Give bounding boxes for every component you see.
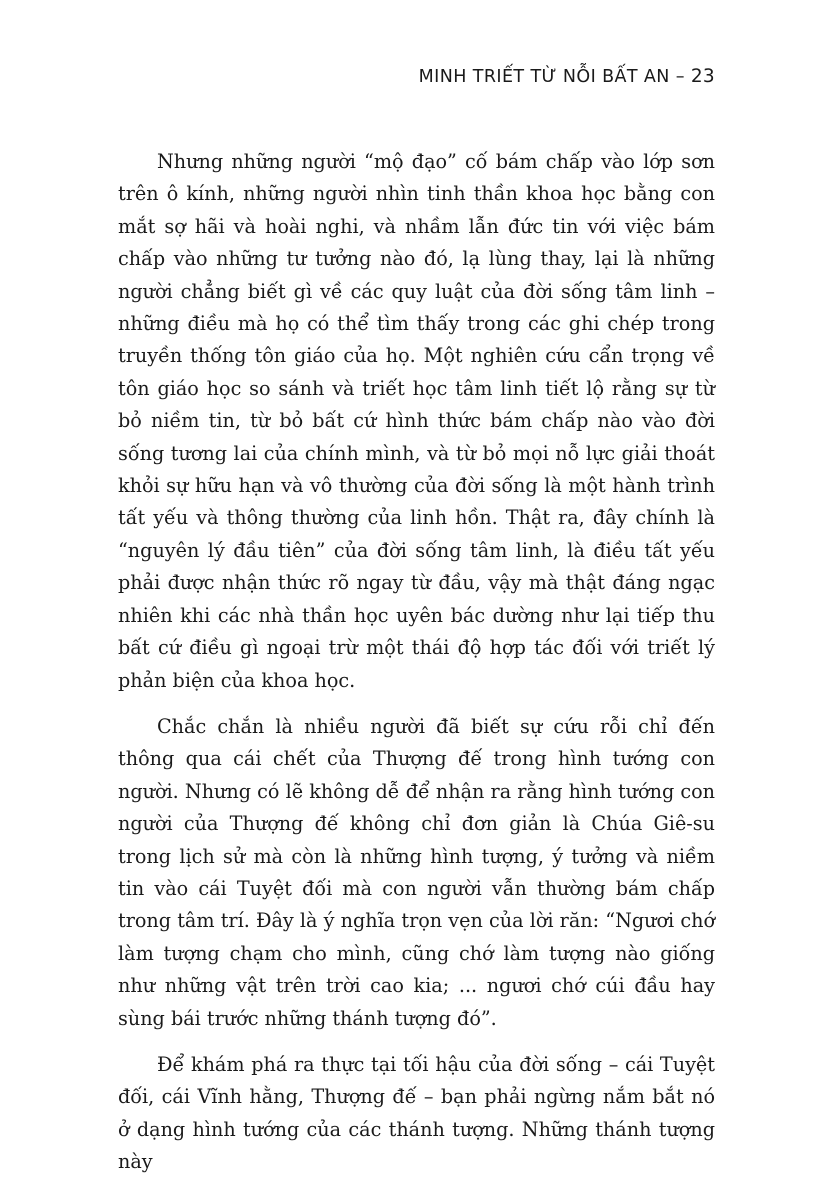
paragraph-3: Để khám phá ra thực tại tối hậu của đời sống – cái Tuyệt đối, cái Vĩnh hằng, Thượng đế – bạn phải ngừng nắm bắt nó ở dạng hình tướng của các thánh tượng. Những thánh tượng này: [118, 1052, 715, 1174]
paragraph-1: Nhưng những người “mộ đạo” cố bám chấp vào lớp sơn trên ô kính, những người nhìn tinh thần khoa học bằng con mắt sợ hãi và hoài nghi, và nhầm lẫn đức tin với việc bám chấp vào những tư tưởng nào đó, lạ lùng thay, lại là những người chẳng biết gì về các quy luật của đời sống tâm linh – những điều mà họ có thể tìm thấy trong các ghi chép trong truyền thống tôn giáo của họ. Một nghiên cứu cẩn trọng về tôn giáo học so sánh và triết học tâm linh tiết lộ rằng sự từ bỏ niềm tin, từ bỏ bất cứ hình thức bám chấp nào vào đời sống tương lai của chính mình, và từ bỏ mọi nỗ lực giải thoát khỏi sự hữu hạn và vô thường của đời sống là một hành trình tất yếu và thông thường của linh hồn. Thật ra, đây chính là “nguyên lý đầu tiên” của đời sống tâm linh, là điều tất yếu phải được nhận thức rõ ngay từ đầu, vậy mà thật đáng ngạc nhiên khi các nhà thần học uyên bác dường như lại tiếp thu bất cứ điều gì ngoại trừ một thái độ hợp tác đối với triết lý phản biện của khoa học.: [118, 150, 715, 692]
book-title: MINH TRIẾT TỪ NỖI BẤT AN: [418, 67, 670, 87]
paragraph-2: Chắc chắn là nhiều người đã biết sự cứu rỗi chỉ đến thông qua cái chết của Thượng đế trong hình tướng con người. Nhưng có lẽ không dễ để nhận ra rằng hình tướng con người của Thượng đế không chỉ đơn giản là Chúa Giê-su trong lịch sử mà còn là những hình tượng, ý tưởng và niềm tin vào cái Tuyệt đối mà con người vẫn thường bám chấp trong tâm trí. Đây là ý nghĩa trọn vẹn của lời răn: “Ngươi chớ làm tượng chạm cho mình, cũng chớ làm tượng nào giống như những vật trên trời cao kia; ... ngươi chớ cúi đầu hay sùng bái trước những thánh tượng đó”.: [118, 714, 715, 1030]
running-header: [419, 66, 715, 87]
page-number: 23: [690, 66, 715, 87]
header-separator: –: [675, 67, 685, 87]
page-body: [118, 146, 715, 1193]
